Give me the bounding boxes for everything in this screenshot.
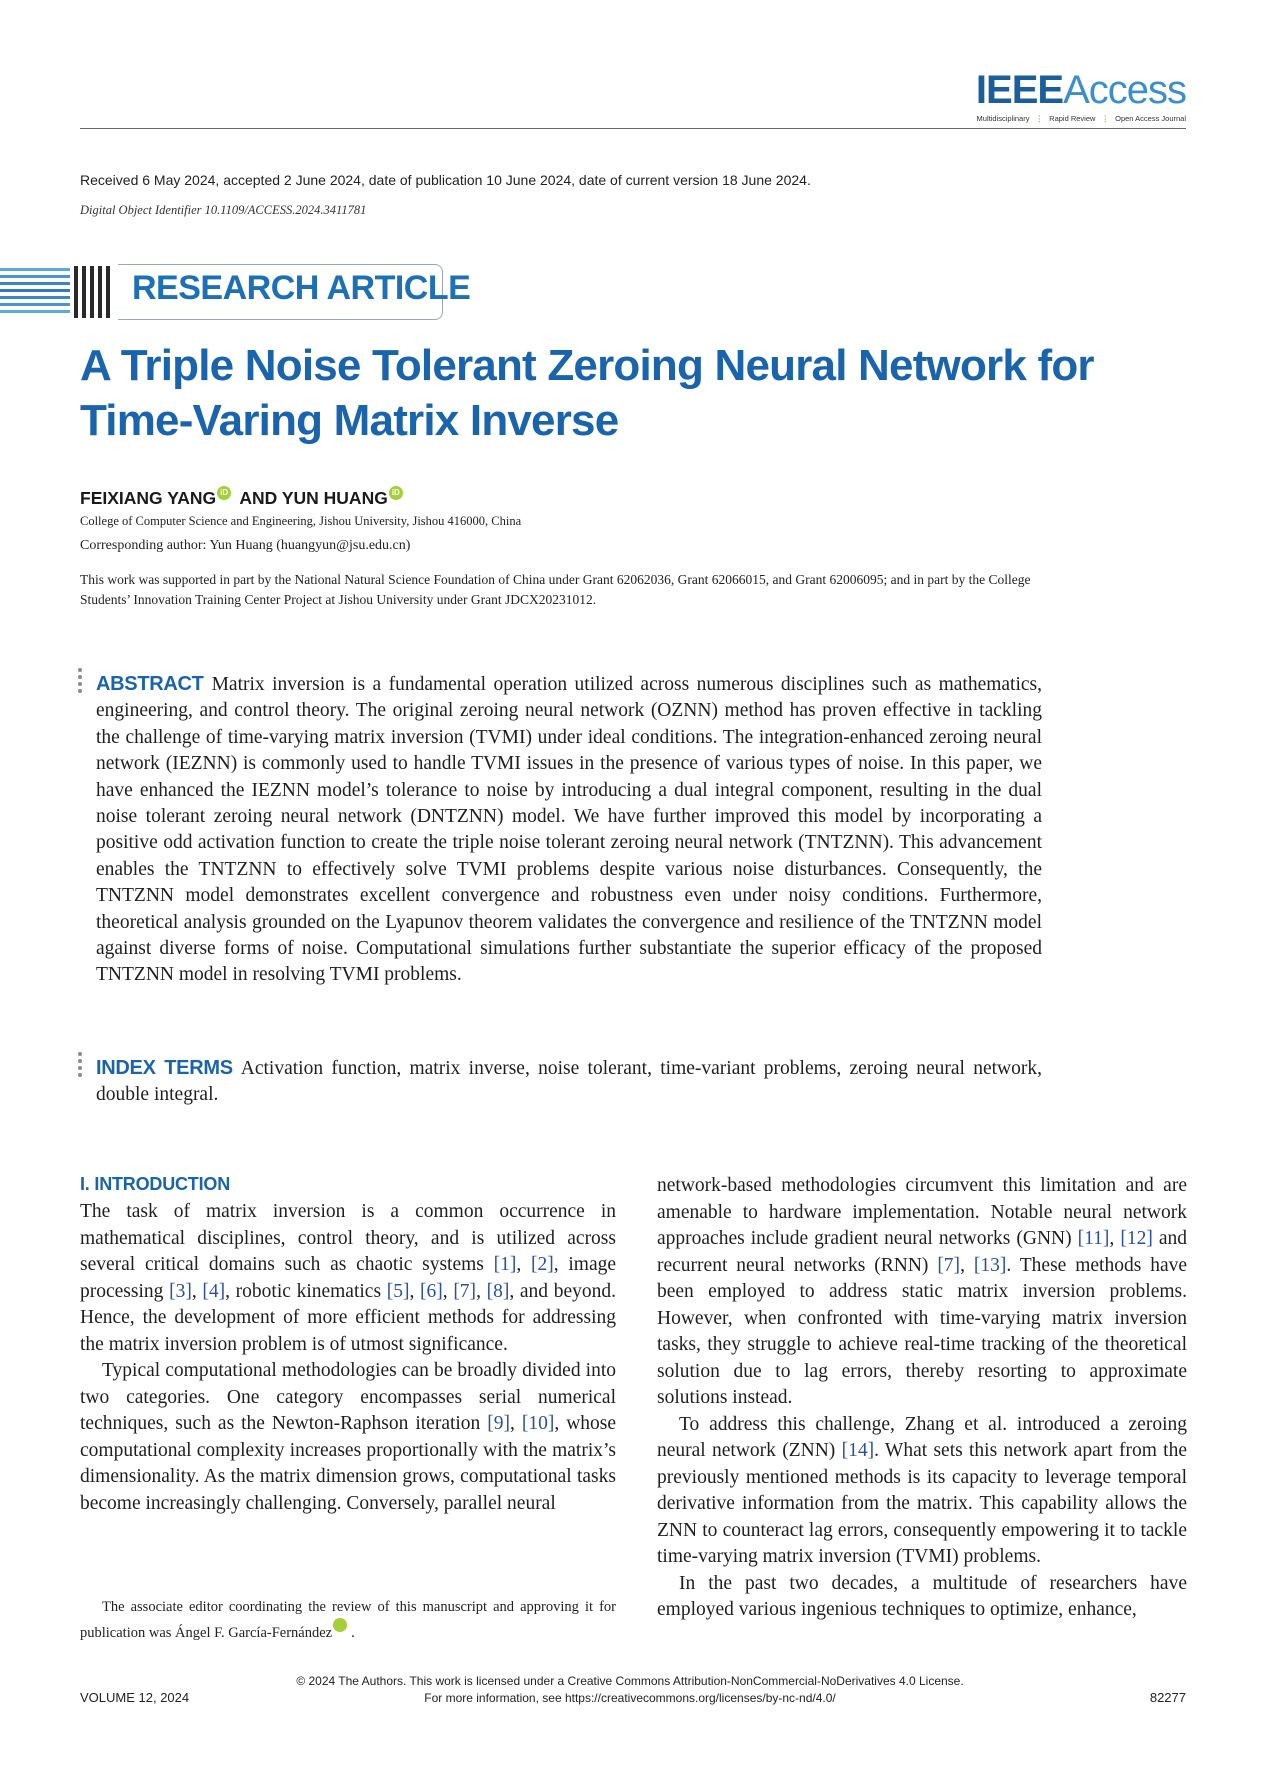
citation-link[interactable]: [4] bbox=[202, 1280, 226, 1302]
logo-tagline bbox=[886, 114, 1186, 123]
paragraph: To address this challenge, Zhang et al. introduced a zeroing neural network (ZNN) [14]. What sets this network apart from the previously mentioned methods is its capacity to leverage temporal derivative information from the matrix. This capability allows the ZNN to counteract lag errors, consequently empowering it to tackle time-varying matrix inversion (TVMI) problems. bbox=[657, 1413, 1187, 1567]
citation-link[interactable]: [11] bbox=[1077, 1228, 1110, 1249]
ieee-access-logo bbox=[886, 68, 1186, 123]
orcid-icon[interactable]: iD bbox=[333, 1618, 347, 1632]
header-rule bbox=[80, 128, 1186, 129]
abstract-text: Matrix inversion is a fundamental operation utilized across numerous disciplines such as mathematics, engineering, and control theory. The original zeroing neural network (OZNN) method has proven effective in tackling the challenge of time-varying matrix inversion (TVMI) under ideal conditions. The integration-enhanced zeroing neural network (IEZNN) is commonly used to handle TVMI issues in the presence of various types of noise. In this paper, we have enhanced the IEZNN model’s tolerance to noise by introducing a dual integral component, resulting in the dual noise tolerant zeroing neural network (DNTZNN) model. We have further improved this model by incorporating a positive odd activation function to create the triple noise tolerant zeroing neural network (TNTZNN). This advancement enables the TNTZNN to effectively solve TVMI problems despite various noise disturbances. Consequently, the TNTZNN model demonstrates excellent convergence and robustness even under noisy conditions. Furthermore, theoretical analysis grounded on the Lyapunov theorem validates the convergence and resilience of the TNTZNN model against diverse forms of noise. Computational simulations further substantiate the superior efficacy of the proposed TNTZNN model in resolving TVMI problems. bbox=[96, 674, 1042, 986]
tagline-item: Multidisciplinary bbox=[976, 114, 1030, 123]
citation-link[interactable]: [13] bbox=[973, 1254, 1007, 1276]
author-line bbox=[80, 488, 407, 509]
tagline-item: Open Access Journal bbox=[1115, 114, 1186, 123]
right-column bbox=[657, 1173, 1187, 1624]
index-terms-text: Activation function, matrix inverse, noise tolerant, time-variant problems, zeroing neural network, double integral. bbox=[96, 1058, 1042, 1106]
banner-stripes-graphic bbox=[0, 266, 70, 318]
editor-note-text: The associate editor coordinating the review of this manuscript and approving it for publication was Ángel F. García-Fernández bbox=[80, 1599, 616, 1641]
logo-ieee: IEEE bbox=[975, 68, 1064, 112]
citation-link[interactable]: [10] bbox=[521, 1413, 555, 1434]
page-number: 82277 bbox=[1149, 1690, 1186, 1705]
index-terms-marker-icon bbox=[78, 1052, 84, 1080]
orcid-icon[interactable]: iD bbox=[217, 486, 231, 500]
left-column bbox=[80, 1199, 616, 1517]
citation-link[interactable]: [2] bbox=[531, 1254, 554, 1275]
affiliation: College of Computer Science and Engineering, Jishou University, Jishou 416000, China bbox=[80, 514, 522, 528]
author-connector: AND bbox=[239, 488, 278, 508]
citation-link[interactable]: [12] bbox=[1120, 1228, 1153, 1249]
license-link[interactable]: For more information, see https://creativecommons.org/licenses/by-nc-nd/4.0/ bbox=[424, 1691, 836, 1705]
citation-link[interactable]: [6] bbox=[420, 1280, 443, 1302]
funding-statement: This work was supported in part by the National Natural Science Foundation of China under Grant 62062036, Grant 62066015, and Grant 62006095; and in part by the College Students’ Innovation Training Center Project at Jishou University under Grant JDCX20231012. bbox=[80, 572, 1031, 607]
author-name: YUN HUANG bbox=[281, 488, 388, 508]
tagline-item: Rapid Review bbox=[1049, 114, 1096, 123]
abstract-label: ABSTRACT bbox=[96, 673, 204, 695]
license-text: © 2024 The Authors. This work is licensed under a Creative Commons Attribution-NonCommercial-NoDerivatives 4.0 License. bbox=[296, 1674, 964, 1688]
tagline-separator: ⋮ bbox=[1101, 114, 1110, 123]
citation-link[interactable]: [7] bbox=[453, 1280, 477, 1302]
banner-bars-graphic bbox=[72, 264, 116, 320]
doi-line: Digital Object Identifier 10.1109/ACCESS.2024.3411781 bbox=[80, 203, 367, 217]
index-terms bbox=[96, 1055, 1042, 1109]
section-heading: I. INTRODUCTION bbox=[80, 1174, 230, 1194]
citation-link[interactable]: [14] bbox=[841, 1440, 875, 1461]
paragraph: Typical computational methodologies can be broadly divided into two categories. One category encompasses serial numerical techniques, such as the Newton-Raphson iteration [9], [10], whose computational complexity increases proportionally with the matrix’s dimensionality. As the matrix dimension grows, computational tasks become increasingly challenging. Conversely, parallel neural bbox=[80, 1360, 617, 1514]
citation-link[interactable]: [9] bbox=[487, 1413, 511, 1434]
paragraph: In the past two decades, a multitude of researchers have employed various ingenious techniques to optimize, enhance, bbox=[657, 1572, 1187, 1620]
index-terms-label: INDEX TERMS bbox=[96, 1057, 233, 1079]
logo-access: Access bbox=[1063, 68, 1186, 112]
citation-link[interactable]: [7] bbox=[937, 1254, 961, 1276]
paper-title: A Triple Noise Tolerant Zeroing Neural Network for Time-Varing Matrix Inverse bbox=[80, 341, 1094, 445]
citation-link[interactable]: [5] bbox=[386, 1280, 410, 1302]
author-name: FEIXIANG YANG bbox=[80, 488, 217, 508]
editor-note: The associate editor coordinating the review of this manuscript and approving it for publication was Ángel F. García-FernándeziD. bbox=[80, 1599, 616, 1641]
footer-license bbox=[240, 1673, 1020, 1707]
footer-volume: VOLUME 12, 2024 bbox=[80, 1690, 190, 1705]
received-dates: Received 6 May 2024, accepted 2 June 2024, date of publication 10 June 2024, date of current version 18 June 2024. bbox=[80, 172, 811, 188]
abstract bbox=[96, 671, 1042, 989]
paragraph: The task of matrix inversion is a common occurrence in mathematical disciplines, control theory, and is utilized across several critical domains such as chaotic systems [1], [2], image processing [3], [4], robotic kinematics [5], [6], [7], [8], and beyond. Hence, the development of more efficient methods for addressing the matrix inversion problem is of utmost significance. bbox=[80, 1201, 617, 1355]
citation-link[interactable]: [3] bbox=[169, 1280, 192, 1302]
paragraph: network-based methodologies circumvent this limitation and are amenable to hardware implementation. Notable neural network approaches include gradient neural networks (GNN) [11], [12] and recurrent neural networks (RNN) [7], [13]. These methods have been employed to address static matrix inversion problems. However, when confronted with time-varying matrix inversion tasks, they struggle to achieve real-time tracking of the theoretical solution due to lag errors, thereby resorting to approximate solutions instead. bbox=[657, 1175, 1188, 1408]
citation-link[interactable]: [1] bbox=[493, 1254, 517, 1275]
corresponding-author: Corresponding author: Yun Huang (huangyun@jsu.edu.cn) bbox=[80, 538, 411, 553]
orcid-icon[interactable]: iD bbox=[389, 486, 403, 500]
tagline-separator: ⋮ bbox=[1035, 114, 1044, 123]
abstract-marker-icon bbox=[78, 668, 84, 696]
citation-link[interactable]: [8] bbox=[486, 1280, 510, 1302]
article-type-label: RESEARCH ARTICLE bbox=[132, 269, 471, 307]
